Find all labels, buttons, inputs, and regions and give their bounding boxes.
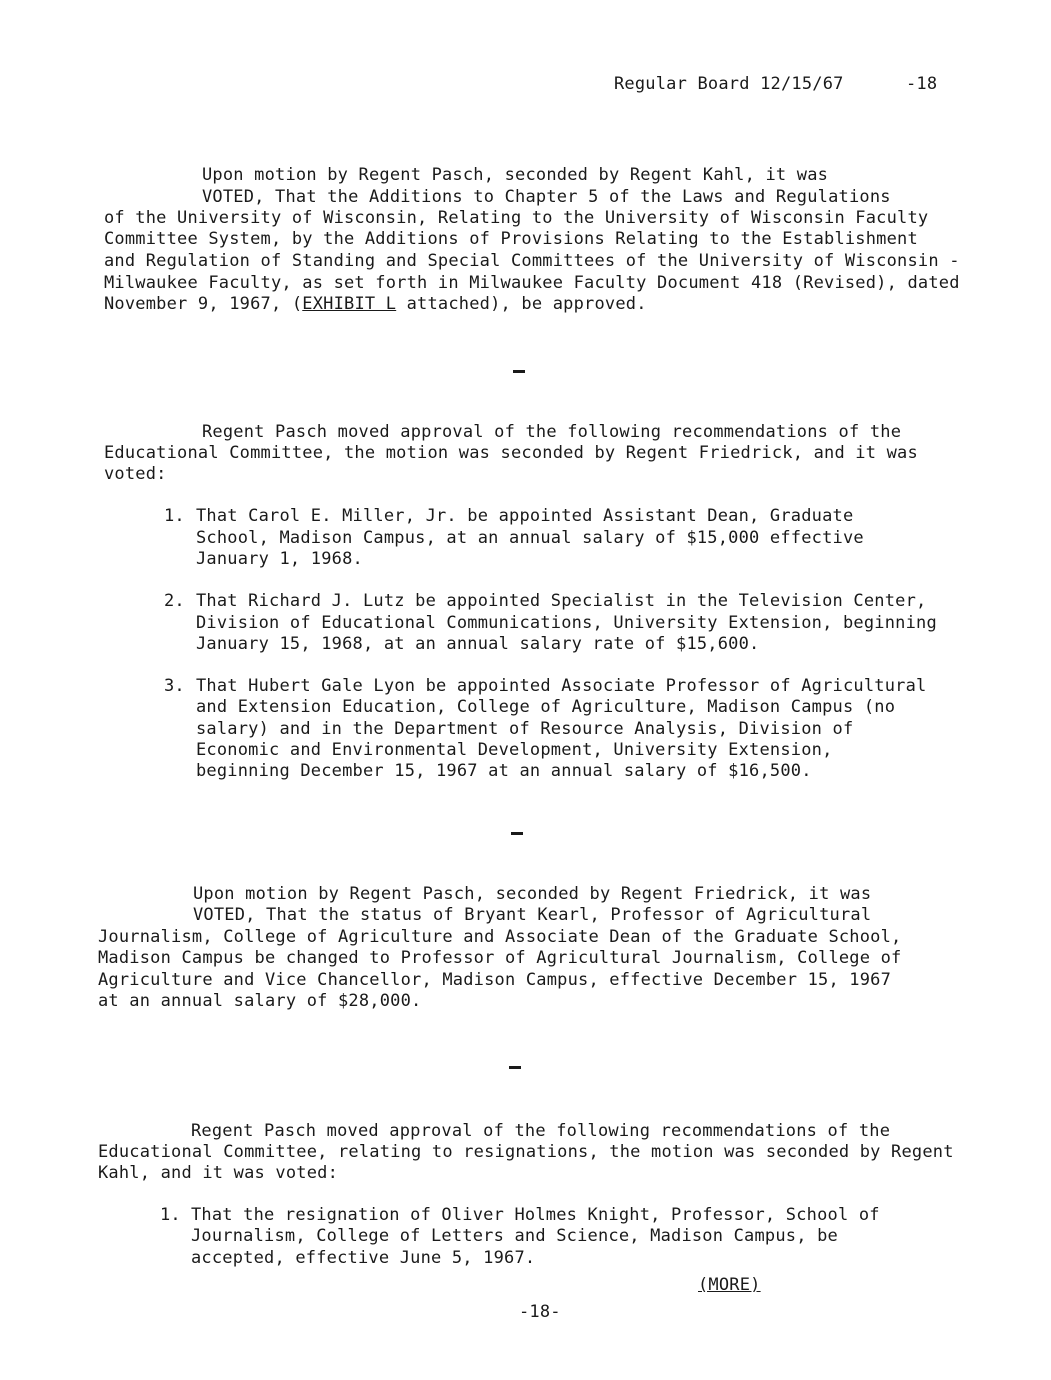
paragraph-line: Milwaukee Faculty, as set forth in Milwaukee Faculty Document 418 (Revised), dated <box>104 273 960 293</box>
section-divider <box>509 1066 521 1069</box>
paragraph-line: and Regulation of Standing and Special Committees of the University of Wisconsin - <box>104 251 960 271</box>
list-item-line: That Carol E. Miller, Jr. be appointed Assistant Dean, Graduate <box>196 506 854 526</box>
page-footer-number: -18- <box>519 1302 561 1322</box>
list-item-line: salary) and in the Department of Resource Analysis, Division of <box>196 719 854 739</box>
list-item-number: 3. <box>164 676 185 696</box>
paragraph-line: Committee System, by the Additions of Provisions Relating to the Establishment <box>104 229 918 249</box>
list-item-line: That Hubert Gale Lyon be appointed Associate Professor of Agricultural <box>196 676 927 696</box>
list-item-line: That Richard J. Lutz be appointed Specialist in the Television Center, <box>196 591 927 611</box>
paragraph-line: of the University of Wisconsin, Relating to the University of Wisconsin Faculty <box>104 208 929 228</box>
text-fragment: attached), be approved. <box>396 294 647 314</box>
paragraph-line: Journalism, College of Agriculture and Associate Dean of the Graduate School, <box>98 927 902 947</box>
list-item-line: Journalism, College of Letters and Science, Madison Campus, be <box>191 1226 838 1246</box>
paragraph-line: Upon motion by Regent Pasch, seconded by Regent Friedrick, it was <box>193 884 872 904</box>
list-item-line: beginning December 15, 1967 at an annual salary of $16,500. <box>196 761 812 781</box>
list-item-line: and Extension Education, College of Agriculture, Madison Campus (no <box>196 697 896 717</box>
paragraph-line: Educational Committee, the motion was seconded by Regent Friedrick, and it was <box>104 443 918 463</box>
list-item-number: 1. <box>164 506 185 526</box>
paragraph-line: Kahl, and it was voted: <box>98 1163 339 1183</box>
section-divider <box>511 832 523 835</box>
paragraph-line: Madison Campus be changed to Professor of Agricultural Journalism, College of <box>98 948 902 968</box>
paragraph-line: Agriculture and Vice Chancellor, Madison Campus, effective December 15, 1967 <box>98 970 892 990</box>
section-divider <box>513 370 525 373</box>
list-item-line: January 15, 1968, at an annual salary rate of $15,600. <box>196 634 760 654</box>
page-header-number: -18 <box>906 74 938 94</box>
list-item-number: 1. <box>160 1205 181 1225</box>
paragraph-line: Regent Pasch moved approval of the following recommendations of the <box>202 422 902 442</box>
list-item-line: January 1, 1968. <box>196 549 363 569</box>
page-header-title: Regular Board 12/15/67 <box>614 74 844 94</box>
paragraph-line: voted: <box>104 464 167 484</box>
paragraph-line: VOTED, That the status of Bryant Kearl, Professor of Agricultural <box>193 905 872 925</box>
paragraph-line <box>104 294 647 315</box>
list-item-number: 2. <box>164 591 185 611</box>
list-item-line: accepted, effective June 5, 1967. <box>191 1248 536 1268</box>
list-item-line: Economic and Environmental Development, University Extension, <box>196 740 833 760</box>
list-item-line: Division of Educational Communications, University Extension, beginning <box>196 613 937 633</box>
paragraph-line: Educational Committee, relating to resignations, the motion was seconded by Regent <box>98 1142 954 1162</box>
paragraph-line: Regent Pasch moved approval of the following recommendations of the <box>191 1121 891 1141</box>
more-indicator: (MORE) <box>698 1275 761 1295</box>
paragraph-line: Upon motion by Regent Pasch, seconded by Regent Kahl, it was <box>202 165 829 185</box>
paragraph-line: at an annual salary of $28,000. <box>98 991 422 1011</box>
paragraph-line: VOTED, That the Additions to Chapter 5 of the Laws and Regulations <box>202 187 891 207</box>
text-fragment: November 9, 1967, ( <box>104 294 303 314</box>
list-item-line: School, Madison Campus, at an annual salary of $15,000 effective <box>196 528 864 548</box>
exhibit-reference: EXHIBIT L <box>302 294 397 314</box>
list-item-line: That the resignation of Oliver Holmes Knight, Professor, School of <box>191 1205 880 1225</box>
